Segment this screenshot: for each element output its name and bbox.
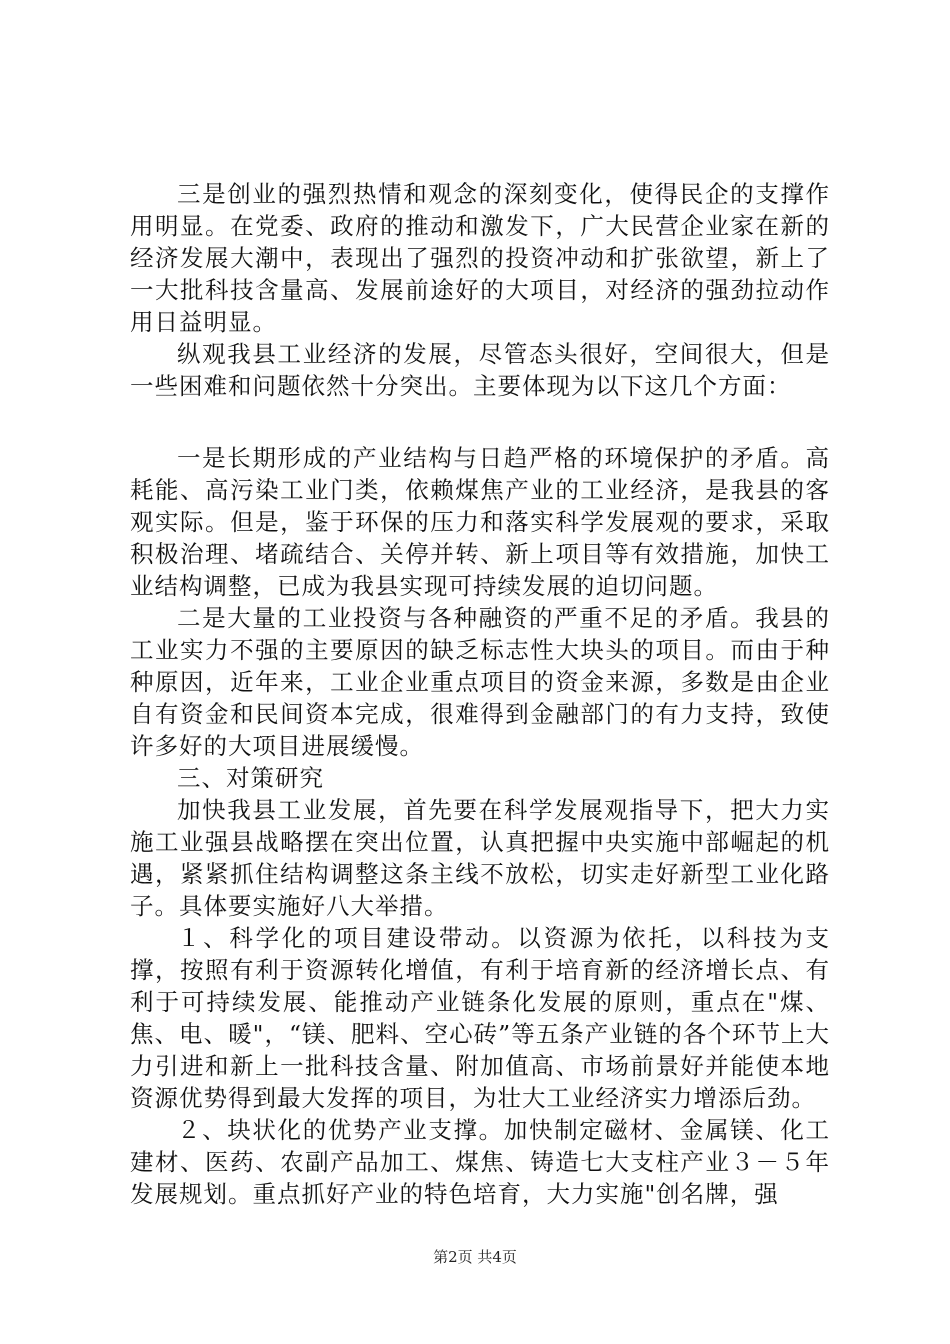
paragraph-spacer [130,402,830,442]
paragraph-overview: 纵观我县工业经济的发展，尽管态头很好，空间很大，但是一些困难和问题依然十分突出。主要体现为以下这几个方面： [130,340,830,400]
paragraph-first-contradiction: 一是长期形成的产业结构与日趋严格的环境保护的矛盾。高耗能、高污染工业门类，依赖煤焦产业的工业经济，是我县的客观实际。但是，鉴于环保的压力和落实科学发展观的要求，采取积极治理、堵疏结合、关停并转、新上项目等有效措施，加快工业结构调整，已成为我县实现可持续发展的迫切问题。 [130,444,830,600]
paragraph-third-entrepreneurship: 三是创业的强烈热情和观念的深刻变化，使得民企的支撑作用明显。在党委、政府的推动和激发下，广大民营企业家在新的经济发展大潮中，表现出了强烈的投资冲动和扩张欲望，新上了一大批科技含量高、发展前途好的大项目，对经济的强劲拉动作用日益明显。 [130,180,830,336]
paragraph-item-2-industries: ２、块状化的优势产业支撑。加快制定磁材、金属镁、化工建材、医药、农副产品加工、煤焦、铸造七大支柱产业３－５年发展规划。重点抓好产业的特色培育，大力实施"创名牌，强 [130,1116,830,1208]
page-footer [0,1246,950,1267]
paragraph-second-contradiction: 二是大量的工业投资与各种融资的严重不足的矛盾。我县的工业实力不强的主要原因的缺乏标志性大块头的项目。而由于种种原因，近年来，工业企业重点项目的资金来源，多数是由企业自有资金和民间资本完成，很难得到金融部门的有力支持，致使许多好的大项目进展缓慢。 [130,604,830,760]
document-body [130,178,830,1210]
paragraph-countermeasures-intro: 加快我县工业发展，首先要在科学发展观指导下，把大力实施工业强县战略摆在突出位置，认真把握中央实施中部崛起的机遇，紧紧抓住结构调整这条主线不放松，切实走好新型工业化路子。具体要实施好八大举措。 [130,796,830,920]
page-number-label: 第2页 共4页 [433,1248,517,1266]
paragraph-item-1-projects: １、科学化的项目建设带动。以资源为依托，以科技为支撑，按照有利于资源转化增值，有利于培育新的经济增长点、有利于可持续发展、能推动产业链条化发展的原则，重点在"煤、焦、电、暖"，“镁、肥料、空心砖”等五条产业链的各个环节上大力引进和新上一批科技含量、附加值高、市场前景好并能使本地资源优势得到最大发挥的项目，为壮大工业经济实力增添后劲。 [130,924,830,1112]
section-heading-countermeasures: 三、对策研究 [177,764,324,792]
